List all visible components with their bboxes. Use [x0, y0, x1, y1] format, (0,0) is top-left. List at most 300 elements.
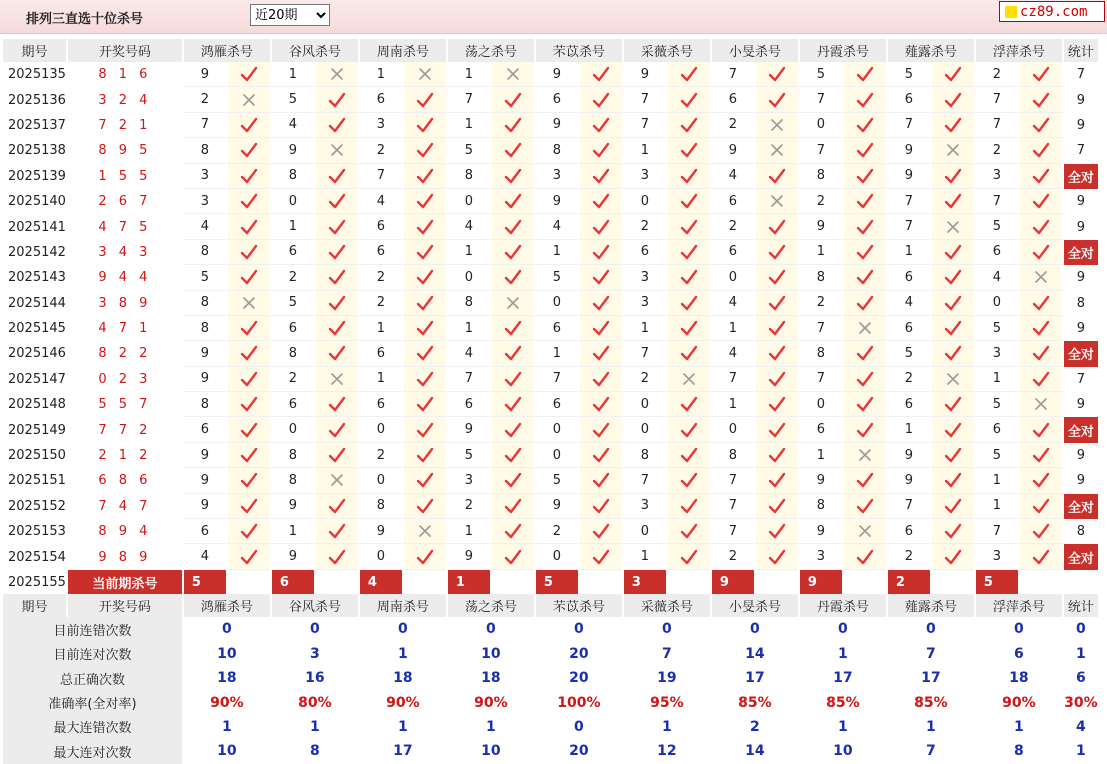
draw-number-cell: 8 2 2	[98, 346, 152, 362]
kill-number-cell: 3	[448, 468, 490, 493]
cross-icon	[228, 291, 270, 316]
table-row	[3, 240, 1098, 265]
kill-number-cell: 8	[536, 138, 578, 163]
check-icon	[316, 240, 358, 265]
cross-icon	[492, 291, 534, 316]
check-icon	[756, 341, 798, 366]
kill-number-cell: 6	[976, 240, 1018, 265]
current-kill-spacer	[844, 570, 886, 594]
stat-value: 1	[976, 715, 1062, 739]
current-kill-spacer	[580, 570, 622, 594]
current-kill-number: 1	[448, 570, 490, 594]
stat-cell: 9	[1076, 219, 1086, 235]
current-kill-number: 4	[360, 570, 402, 594]
table-row	[3, 468, 1098, 493]
kill-number-cell: 7	[800, 316, 842, 341]
kill-number-cell: 2	[272, 265, 314, 290]
check-icon	[228, 138, 270, 163]
cross-icon	[844, 443, 886, 468]
kill-number-cell: 6	[184, 417, 226, 442]
stat-value: 1	[888, 715, 974, 739]
stat-value: 12	[624, 739, 710, 763]
draw-number-cell: 3 4 3	[98, 244, 152, 260]
kill-number-cell: 1	[800, 240, 842, 265]
check-icon	[492, 367, 534, 392]
cross-icon	[316, 468, 358, 493]
table-row	[3, 138, 1098, 163]
stat-row	[3, 739, 1098, 763]
kill-number-cell: 9	[184, 62, 226, 87]
stat-cell: 9	[1076, 270, 1086, 286]
current-kill-spacer	[668, 570, 710, 594]
check-icon	[228, 443, 270, 468]
check-icon	[316, 113, 358, 138]
kill-number-cell: 2	[624, 367, 666, 392]
current-kill-label: 当前期杀号	[68, 570, 182, 594]
stat-value: 17	[800, 666, 886, 690]
check-icon	[756, 544, 798, 569]
check-icon	[404, 494, 446, 519]
stat-value: 10	[184, 739, 270, 763]
kill-number-cell: 7	[448, 87, 490, 112]
stat-value: 1	[184, 715, 270, 739]
cross-icon	[932, 367, 974, 392]
stat-value: 85%	[712, 690, 798, 714]
check-icon	[756, 62, 798, 87]
stat-value: 10	[448, 739, 534, 763]
check-icon	[668, 417, 710, 442]
col-expert-header: 丹霞杀号	[800, 39, 886, 62]
kill-number-cell: 4	[360, 189, 402, 214]
check-icon	[668, 291, 710, 316]
kill-number-cell: 8	[624, 443, 666, 468]
kill-number-cell: 2	[976, 138, 1018, 163]
draw-number-cell: 8 1 6	[98, 67, 152, 83]
stat-cell: 7	[1076, 371, 1086, 387]
table-row	[3, 87, 1098, 112]
check-icon	[844, 494, 886, 519]
table-row	[3, 519, 1098, 544]
kill-number-cell: 7	[360, 164, 402, 189]
stat-value: 0	[448, 617, 534, 641]
check-icon	[844, 189, 886, 214]
check-icon	[668, 392, 710, 417]
kill-number-cell: 5	[536, 468, 578, 493]
stat-value: 18	[184, 666, 270, 690]
kill-number-cell: 7	[712, 62, 754, 87]
kill-number-cell: 6	[536, 316, 578, 341]
kill-number-cell: 6	[800, 417, 842, 442]
check-icon	[580, 544, 622, 569]
check-icon	[404, 214, 446, 239]
check-icon	[580, 341, 622, 366]
kill-number-cell: 8	[712, 443, 754, 468]
col-expert-header: 采薇杀号	[624, 594, 710, 617]
issue-cell: 2025138	[8, 143, 66, 159]
kill-number-cell: 9	[272, 138, 314, 163]
check-icon	[932, 494, 974, 519]
header-row	[3, 39, 1098, 62]
stat-value: 8	[272, 739, 358, 763]
check-icon	[1020, 62, 1062, 87]
kill-number-cell: 5	[800, 62, 842, 87]
kill-number-cell: 9	[536, 62, 578, 87]
kill-number-cell: 5	[976, 316, 1018, 341]
col-expert-header: 鸿雁杀号	[184, 594, 270, 617]
check-icon	[492, 214, 534, 239]
check-icon	[756, 240, 798, 265]
kill-number-cell: 4	[448, 341, 490, 366]
issue-cell: 2025154	[8, 549, 66, 565]
check-icon	[492, 189, 534, 214]
check-icon	[316, 87, 358, 112]
kill-number-cell: 0	[536, 443, 578, 468]
check-icon	[668, 265, 710, 290]
stat-value: 0	[360, 617, 446, 641]
stat-value: 1	[1064, 642, 1098, 666]
check-icon	[1020, 291, 1062, 316]
logo-square-icon	[1005, 6, 1017, 18]
cross-icon	[404, 62, 446, 87]
stat-value: 85%	[800, 690, 886, 714]
current-stat-cell	[1064, 570, 1098, 594]
check-icon	[580, 316, 622, 341]
kill-number-cell: 2	[272, 367, 314, 392]
kill-number-cell: 1	[624, 138, 666, 163]
check-icon	[844, 138, 886, 163]
kill-number-cell: 1	[272, 214, 314, 239]
check-icon	[756, 443, 798, 468]
kill-number-cell: 0	[536, 291, 578, 316]
draw-number-cell: 3 8 9	[98, 295, 152, 311]
check-icon	[228, 544, 270, 569]
stat-value: 90%	[976, 690, 1062, 714]
stat-cell: 8	[1076, 295, 1086, 311]
check-icon	[1020, 544, 1062, 569]
cross-icon	[756, 189, 798, 214]
kill-number-cell: 1	[976, 494, 1018, 519]
check-icon	[228, 417, 270, 442]
col-expert-header: 薤露杀号	[888, 594, 974, 617]
kill-number-cell: 5	[888, 62, 930, 87]
check-icon	[844, 392, 886, 417]
current-issue-cell: 2025155	[8, 574, 66, 590]
kill-number-cell: 8	[800, 494, 842, 519]
check-icon	[404, 164, 446, 189]
check-icon	[844, 367, 886, 392]
check-icon	[844, 62, 886, 87]
kill-number-cell: 8	[272, 468, 314, 493]
stat-row	[3, 666, 1098, 690]
check-icon	[492, 164, 534, 189]
stat-cell: 9	[1076, 448, 1086, 464]
kill-number-cell: 9	[360, 519, 402, 544]
check-icon	[668, 138, 710, 163]
kill-number-cell: 6	[272, 240, 314, 265]
issue-cell: 2025152	[8, 498, 66, 514]
kill-number-cell: 8	[448, 164, 490, 189]
kill-number-cell: 6	[360, 392, 402, 417]
kill-number-cell: 8	[272, 443, 314, 468]
col-expert-header: 薤露杀号	[888, 39, 974, 62]
table-row	[3, 291, 1098, 316]
kill-number-cell: 0	[360, 417, 402, 442]
kill-number-cell: 2	[712, 113, 754, 138]
kill-number-cell: 7	[800, 138, 842, 163]
kill-number-cell: 5	[448, 443, 490, 468]
draw-number-cell: 2 1 2	[98, 448, 152, 464]
table-row	[3, 341, 1098, 366]
kill-number-cell: 9	[536, 113, 578, 138]
check-icon	[756, 392, 798, 417]
check-icon	[580, 468, 622, 493]
stat-value: 19	[624, 666, 710, 690]
check-icon	[844, 265, 886, 290]
check-icon	[492, 113, 534, 138]
check-icon	[1020, 189, 1062, 214]
col-expert-header: 鸿雁杀号	[184, 39, 270, 62]
check-icon	[844, 417, 886, 442]
kill-number-cell: 7	[448, 367, 490, 392]
draw-number-cell: 9 4 4	[98, 270, 152, 286]
check-icon	[580, 519, 622, 544]
stat-cell: 9	[1076, 321, 1086, 337]
kill-number-cell: 9	[800, 214, 842, 239]
table-row	[3, 544, 1098, 569]
kill-number-cell: 5	[448, 138, 490, 163]
kill-number-cell: 2	[976, 62, 1018, 87]
col-draw-header: 开奖号码	[68, 39, 182, 62]
kill-number-cell: 0	[624, 417, 666, 442]
stat-value: 90%	[184, 690, 270, 714]
kill-number-cell: 6	[624, 240, 666, 265]
stat-value: 0	[184, 617, 270, 641]
cross-icon	[932, 138, 974, 163]
draw-number-cell: 2 6 7	[98, 194, 152, 210]
cross-icon	[756, 113, 798, 138]
kill-number-cell: 3	[184, 164, 226, 189]
kill-number-cell: 7	[184, 113, 226, 138]
kill-number-cell: 1	[272, 519, 314, 544]
cross-icon	[316, 138, 358, 163]
issue-cell: 2025146	[8, 346, 66, 362]
all-correct-badge: 全对	[1064, 544, 1098, 569]
stat-value: 0	[888, 617, 974, 641]
kill-number-cell: 2	[712, 544, 754, 569]
check-icon	[404, 265, 446, 290]
col-expert-header: 荡之杀号	[448, 39, 534, 62]
check-icon	[932, 62, 974, 87]
check-icon	[932, 544, 974, 569]
stat-label: 目前连对次数	[3, 642, 182, 666]
kill-number-cell: 0	[624, 519, 666, 544]
col-draw-header: 开奖号码	[68, 594, 182, 617]
kill-number-cell: 3	[976, 164, 1018, 189]
check-icon	[932, 87, 974, 112]
check-icon	[844, 214, 886, 239]
period-select[interactable]	[250, 4, 330, 26]
check-icon	[756, 519, 798, 544]
stat-value: 90%	[448, 690, 534, 714]
check-icon	[228, 189, 270, 214]
kill-number-cell: 7	[712, 494, 754, 519]
stat-value: 1	[800, 715, 886, 739]
kill-number-cell: 0	[624, 392, 666, 417]
table-row	[3, 417, 1098, 442]
check-icon	[932, 341, 974, 366]
check-icon	[844, 164, 886, 189]
check-icon	[580, 265, 622, 290]
draw-number-cell: 5 5 7	[98, 397, 152, 413]
col-expert-header: 周南杀号	[360, 594, 446, 617]
check-icon	[228, 519, 270, 544]
current-kill-number: 5	[536, 570, 578, 594]
stat-value: 0	[272, 617, 358, 641]
kill-number-cell: 1	[624, 316, 666, 341]
kill-number-cell: 1	[448, 113, 490, 138]
kill-number-cell: 5	[272, 291, 314, 316]
check-icon	[756, 494, 798, 519]
check-icon	[1020, 164, 1062, 189]
kill-number-cell: 2	[800, 189, 842, 214]
check-icon	[668, 189, 710, 214]
check-icon	[404, 291, 446, 316]
check-icon	[316, 316, 358, 341]
check-icon	[756, 291, 798, 316]
all-correct-badge: 全对	[1064, 240, 1098, 265]
check-icon	[844, 544, 886, 569]
check-icon	[492, 417, 534, 442]
col-expert-header: 采薇杀号	[624, 39, 710, 62]
check-icon	[580, 494, 622, 519]
kill-number-cell: 4	[184, 214, 226, 239]
check-icon	[492, 544, 534, 569]
col-stat-header: 统计	[1064, 594, 1098, 617]
check-icon	[492, 265, 534, 290]
kill-number-cell: 7	[536, 367, 578, 392]
kill-number-cell: 2	[360, 443, 402, 468]
stat-value: 4	[1064, 715, 1098, 739]
issue-cell: 2025145	[8, 321, 66, 337]
check-icon	[1020, 443, 1062, 468]
check-icon	[1020, 468, 1062, 493]
draw-number-cell: 8 9 5	[98, 143, 152, 159]
kill-number-cell: 7	[712, 468, 754, 493]
check-icon	[228, 367, 270, 392]
kill-number-cell: 1	[976, 367, 1018, 392]
kill-number-cell: 7	[800, 367, 842, 392]
kill-number-cell: 1	[536, 341, 578, 366]
check-icon	[404, 341, 446, 366]
check-icon	[756, 468, 798, 493]
check-icon	[668, 468, 710, 493]
check-icon	[932, 443, 974, 468]
kill-number-table	[1, 39, 1100, 764]
kill-number-cell: 0	[712, 265, 754, 290]
table-row	[3, 62, 1098, 87]
current-kill-number: 9	[800, 570, 842, 594]
stat-value: 30%	[1064, 690, 1098, 714]
cross-icon	[668, 367, 710, 392]
check-icon	[668, 62, 710, 87]
kill-number-cell: 9	[712, 138, 754, 163]
stat-value: 16	[272, 666, 358, 690]
check-icon	[492, 316, 534, 341]
check-icon	[228, 214, 270, 239]
stat-value: 0	[536, 715, 622, 739]
logo-text: cz89.com	[1020, 3, 1088, 20]
stat-label: 准确率(全对率)	[3, 690, 182, 714]
top-bar	[0, 0, 1107, 34]
stat-label: 目前连错次数	[3, 617, 182, 641]
col-expert-header: 小旻杀号	[712, 39, 798, 62]
check-icon	[404, 544, 446, 569]
kill-number-cell: 7	[976, 113, 1018, 138]
stat-value: 18	[976, 666, 1062, 690]
kill-number-cell: 9	[448, 417, 490, 442]
check-icon	[492, 392, 534, 417]
kill-number-cell: 0	[272, 417, 314, 442]
kill-number-cell: 8	[272, 164, 314, 189]
kill-number-cell: 8	[448, 291, 490, 316]
check-icon	[932, 291, 974, 316]
check-icon	[316, 392, 358, 417]
stat-row	[3, 690, 1098, 714]
page-title: 排列三直选十位杀号	[26, 12, 144, 27]
kill-number-cell: 7	[976, 519, 1018, 544]
stat-value: 18	[360, 666, 446, 690]
check-icon	[580, 113, 622, 138]
stat-value: 1	[448, 715, 534, 739]
check-icon	[492, 443, 534, 468]
check-icon	[932, 164, 974, 189]
current-kill-spacer	[1020, 570, 1062, 594]
check-icon	[580, 189, 622, 214]
issue-cell: 2025147	[8, 371, 66, 387]
kill-number-cell: 6	[712, 189, 754, 214]
draw-number-cell: 7 2 1	[98, 117, 152, 133]
cross-icon	[932, 214, 974, 239]
issue-cell: 2025150	[8, 448, 66, 464]
kill-number-cell: 4	[888, 291, 930, 316]
check-icon	[492, 87, 534, 112]
stat-label: 总正确次数	[3, 666, 182, 690]
issue-cell: 2025151	[8, 473, 66, 489]
stat-value: 0	[1064, 617, 1098, 641]
stat-value: 80%	[272, 690, 358, 714]
kill-number-cell: 5	[536, 265, 578, 290]
check-icon	[580, 240, 622, 265]
issue-cell: 2025135	[8, 67, 66, 83]
stat-label: 最大连错次数	[3, 715, 182, 739]
check-icon	[404, 367, 446, 392]
kill-number-cell: 1	[448, 316, 490, 341]
check-icon	[316, 544, 358, 569]
kill-number-cell: 9	[888, 138, 930, 163]
cross-icon	[844, 316, 886, 341]
issue-cell: 2025141	[8, 219, 66, 235]
site-logo[interactable]	[999, 1, 1105, 22]
check-icon	[404, 138, 446, 163]
stat-value: 8	[976, 739, 1062, 763]
check-icon	[932, 189, 974, 214]
kill-number-cell: 5	[976, 214, 1018, 239]
kill-number-cell: 5	[976, 443, 1018, 468]
stat-value: 7	[888, 739, 974, 763]
table-row	[3, 265, 1098, 290]
kill-number-cell: 7	[624, 341, 666, 366]
kill-number-cell: 3	[184, 189, 226, 214]
